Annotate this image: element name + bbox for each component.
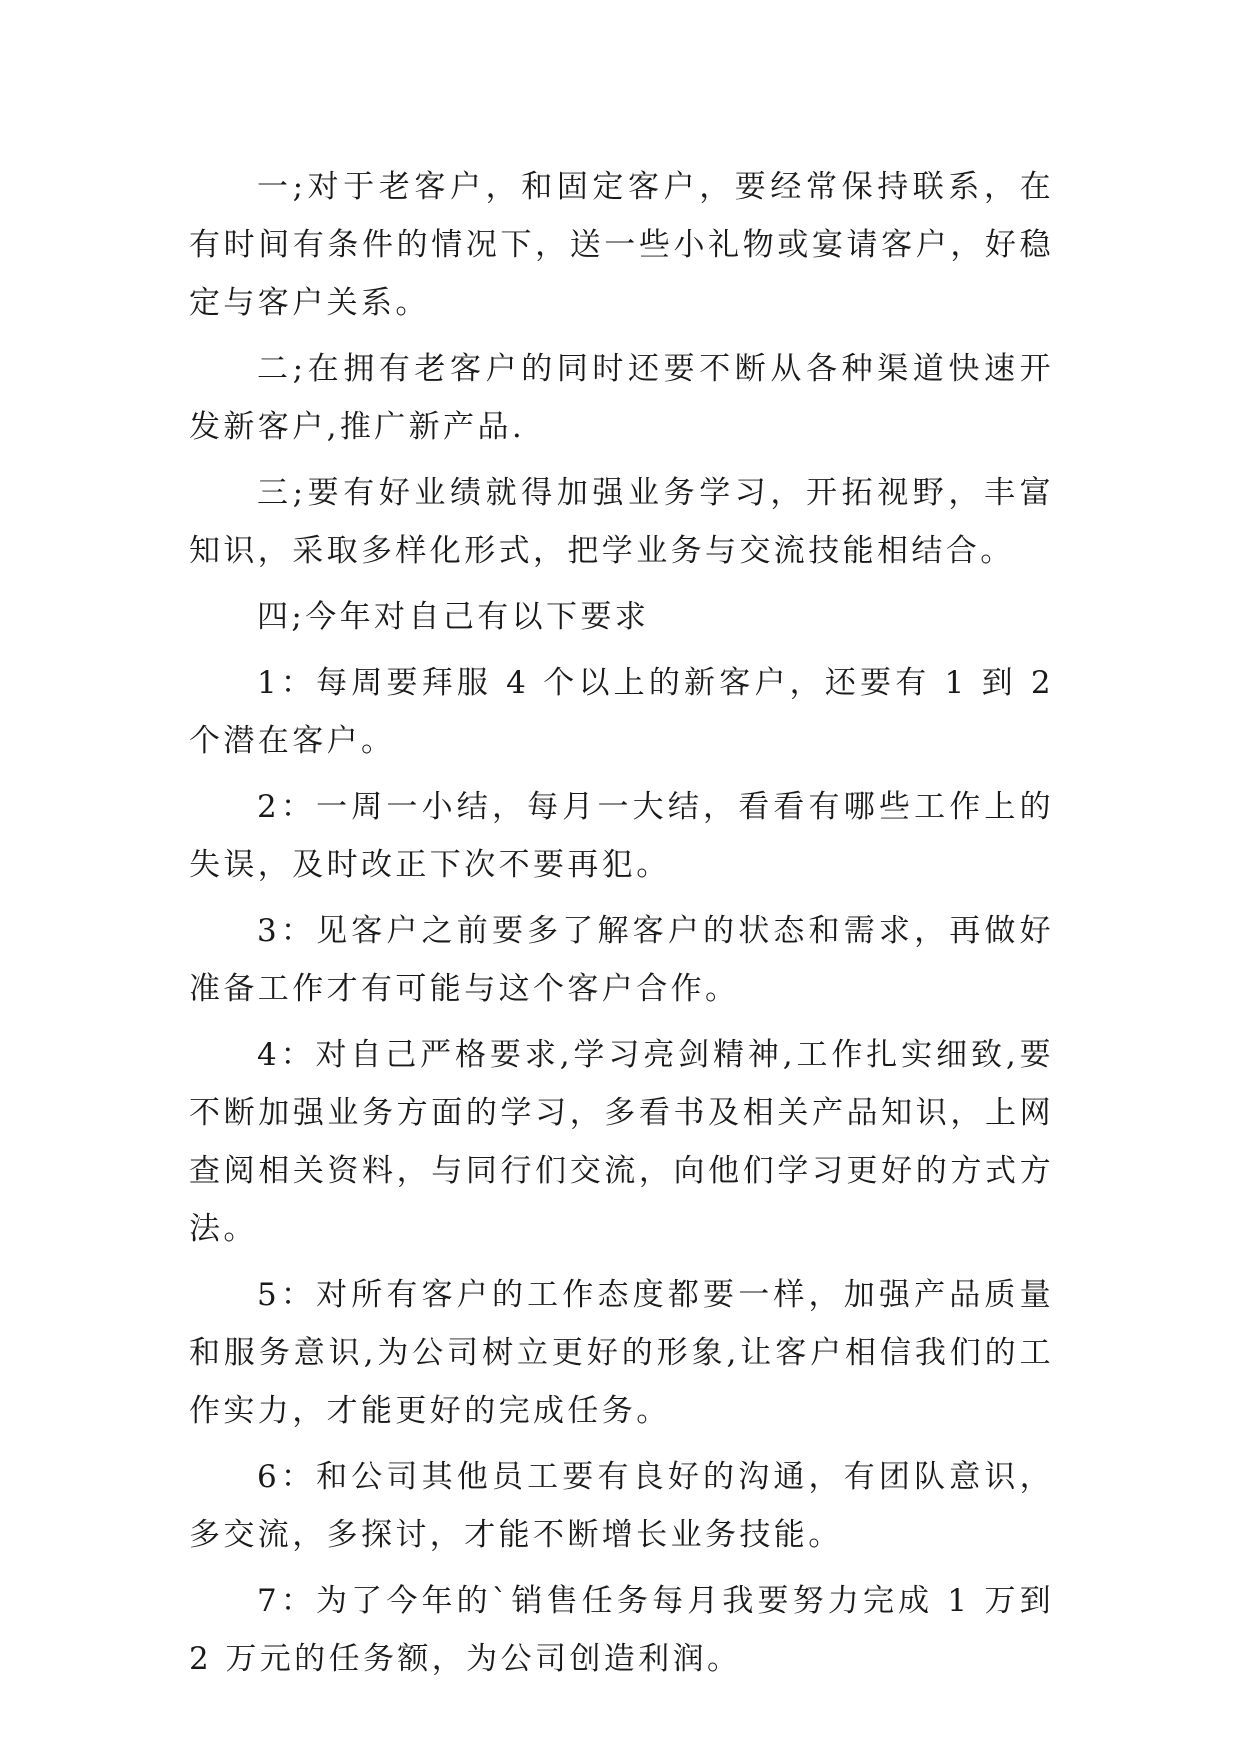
paragraph-4: 四;今年对自己有以下要求 xyxy=(257,599,650,635)
paragraph-1: 一;对于老客户，和固定客户，要经常保持联系，在有时间有条件的情况下，送一些小礼物或宴请客户，好稳定与客户关系。 xyxy=(189,169,1054,321)
list-item-4: 4：对自己严格要求,学习亮剑精神,工作扎实细致,要不断加强业务方面的学习，多看书及相关产品知识，上网查阅相关资料，与同行们交流，向他们学习更好的方式方法。 xyxy=(189,1037,1054,1247)
list-item-7: 7：为了今年的`销售任务每月我要努力完成 1 万到 2 万元的任务额，为公司创造利润。 xyxy=(189,1583,1054,1677)
list-item-5: 5：对所有客户的工作态度都要一样，加强产品质量和服务意识,为公司树立更好的形象,让客户相信我们的工作实力，才能更好的完成任务。 xyxy=(189,1277,1054,1429)
list-item-6: 6：和公司其他员工要有良好的沟通，有团队意识，多交流，多探讨，才能不断增长业务技能。 xyxy=(189,1459,1054,1553)
list-item-1: 1：每周要拜服 4 个以上的新客户，还要有 1 到 2 个潜在客户。 xyxy=(189,665,1054,759)
list-item-2: 2：一周一小结，每月一大结，看看有哪些工作上的失误，及时改正下次不要再犯。 xyxy=(189,789,1054,883)
paragraph-3: 三;要有好业绩就得加强业务学习，开拓视野，丰富知识，采取多样化形式，把学业务与交流技能相结合。 xyxy=(189,475,1054,569)
paragraph-2: 二;在拥有老客户的同时还要不断从各种渠道快速开发新客户,推广新产品. xyxy=(189,351,1054,445)
document-body xyxy=(189,158,1054,1696)
list-item-3: 3：见客户之前要多了解客户的状态和需求，再做好准备工作才有可能与这个客户合作。 xyxy=(189,913,1054,1007)
